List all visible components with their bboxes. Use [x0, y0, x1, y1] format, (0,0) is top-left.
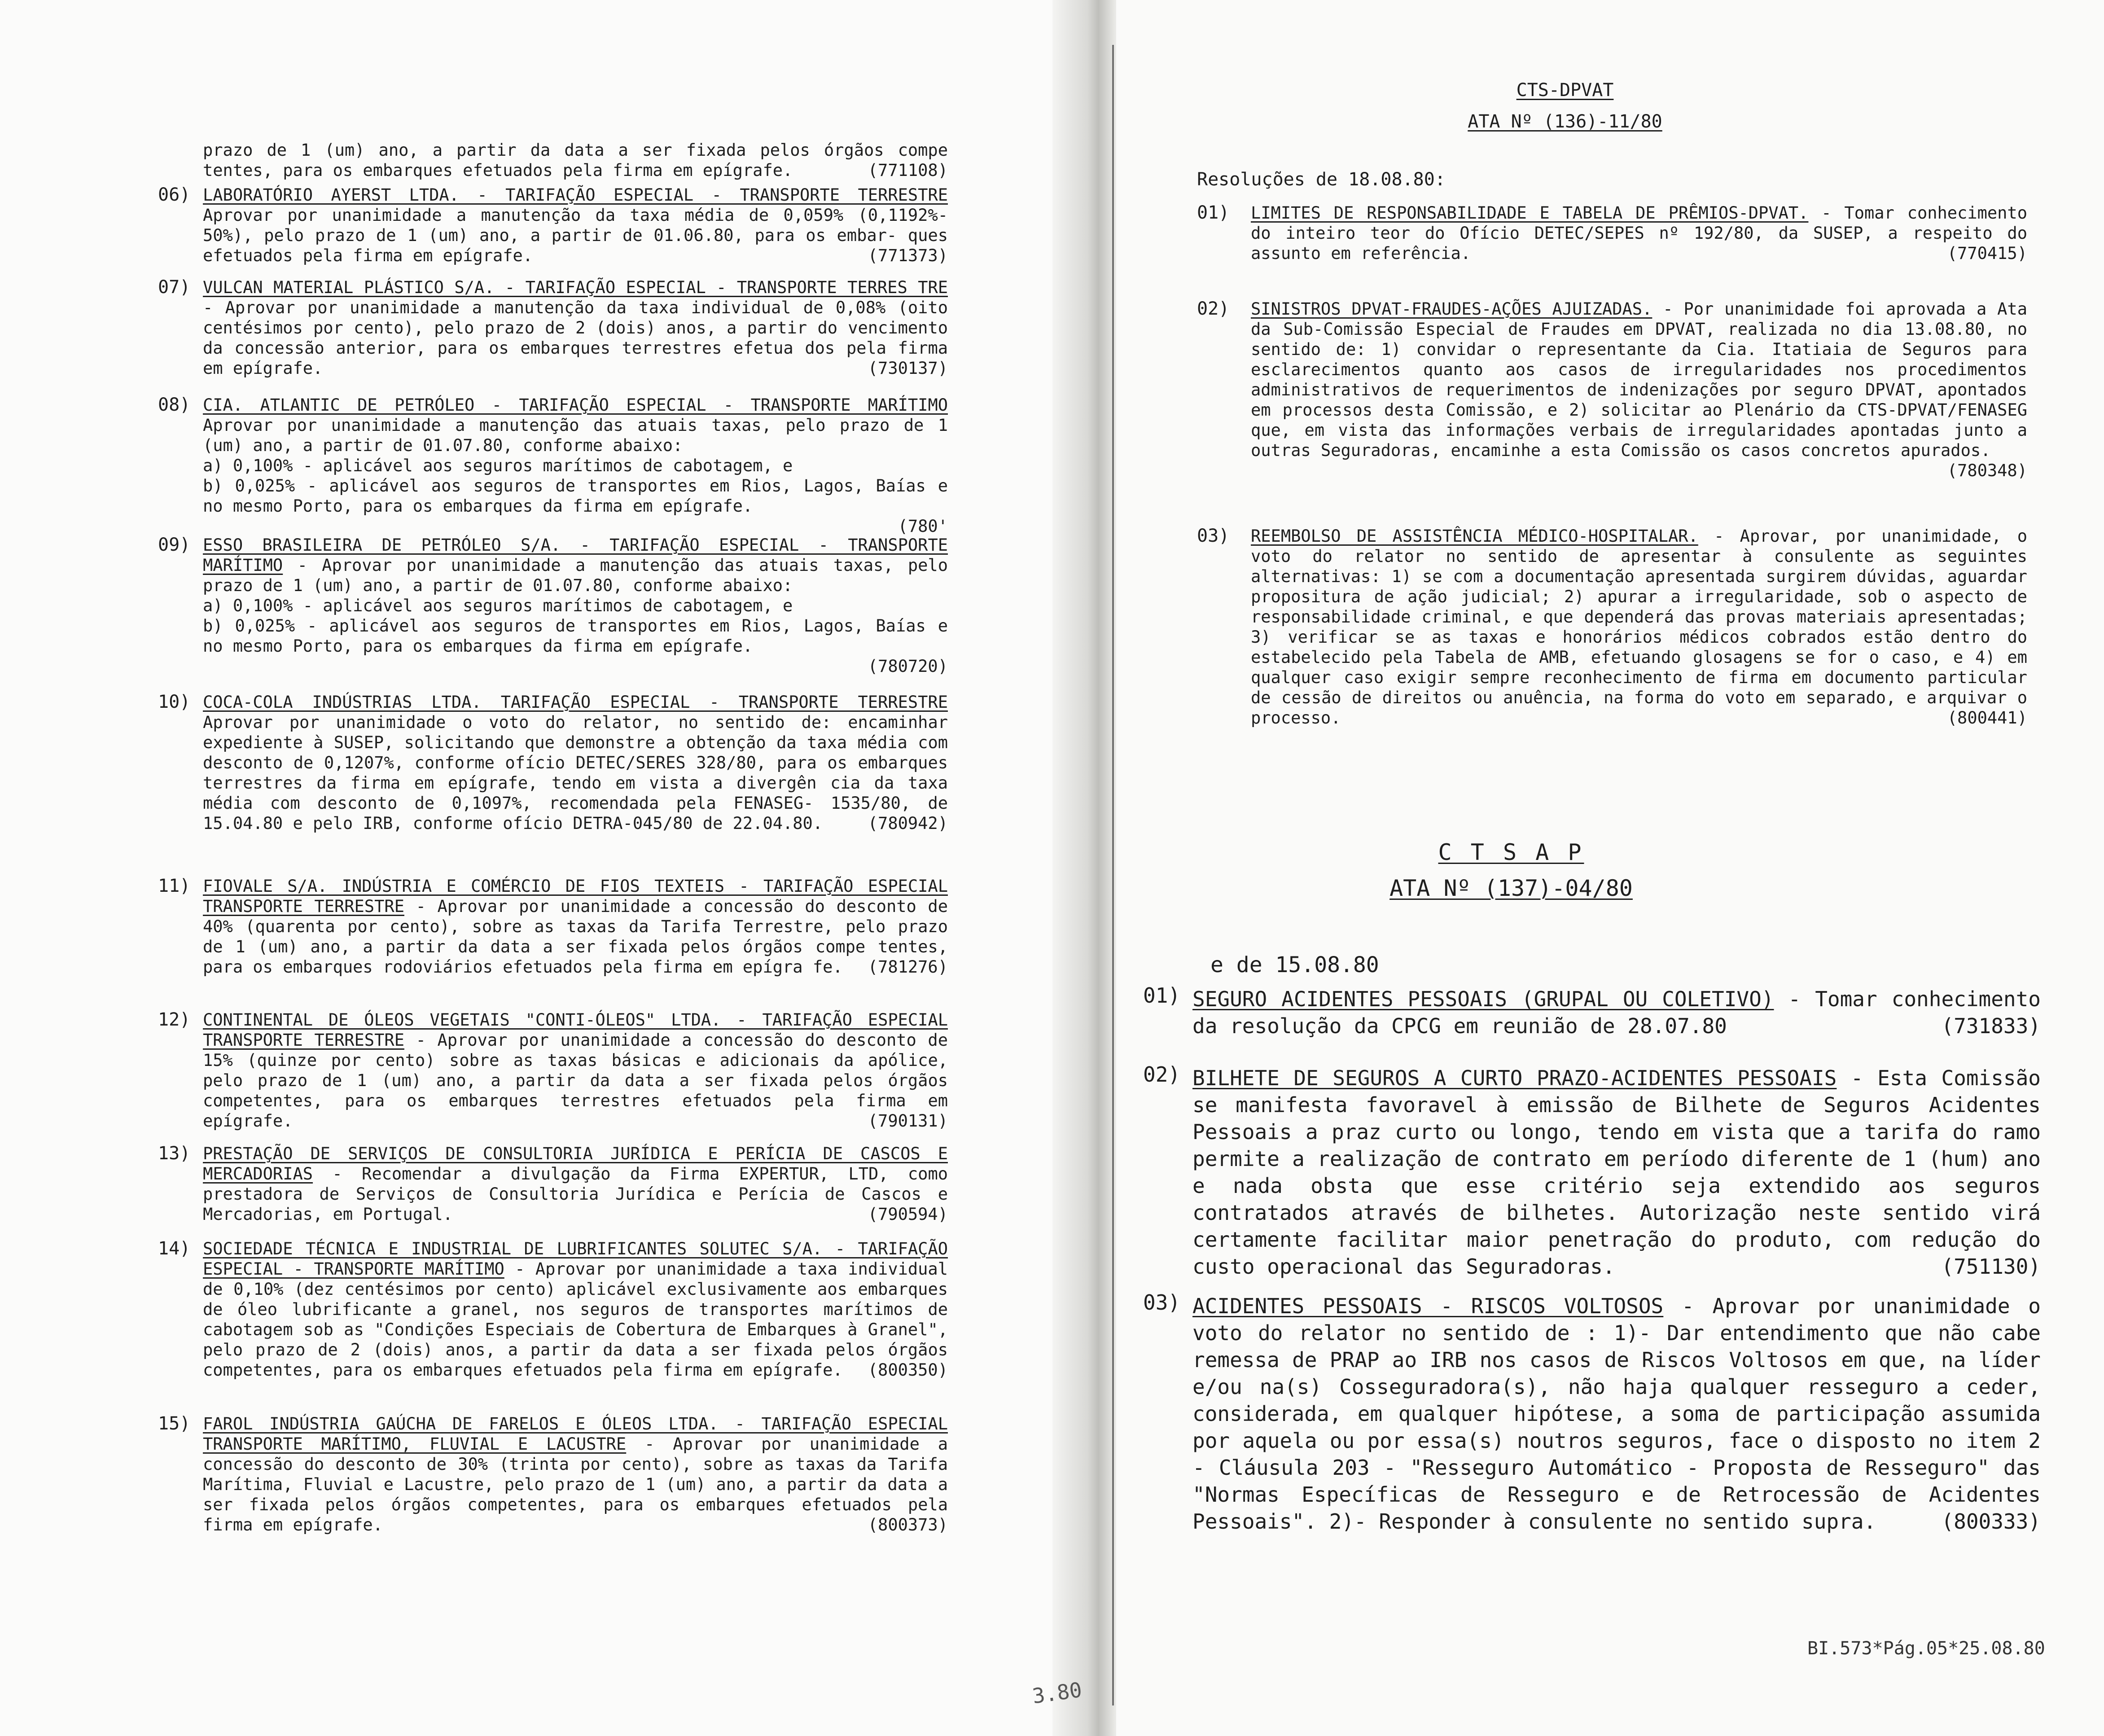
item-body [1251, 299, 2027, 481]
item-number: 01) [1143, 983, 1181, 1008]
item-text: - Tomar conhecimento da resolução da CPCG em reunião de 28.07.80 [1192, 987, 2041, 1038]
book-gutter [1052, 0, 1116, 1736]
item-body [1192, 1293, 2041, 1535]
item-text: - Aprovar por unanimidade a concessão do desconto de 30% (trinta por cento), sobre as taxas da Tarifa Marítima, Fluvial e Lacustre, pelo prazo de 1 (um) ano, a partir da data a ser fixada pelos órgãos competentes, para os embarques efetuados pela firma em epígrafe. [203, 1434, 948, 1534]
item-text: - Aprovar por unanimidade a concessão do desconto de 15% (quinze por cento) sobre as taxas básicas e adicionais da apólice, pelo prazo de 1 (um) ano, a partir da data a ser fixada pelos órgãos competentes, para os embarques terrestres efetuados pela firma em epígrafe. [203, 1030, 948, 1131]
item-body [203, 1239, 948, 1380]
item-body [203, 692, 948, 833]
item-title: VULCAN MATERIAL PLÁSTICO S/A. - TARIFAÇÃO ESPECIAL - TRANSPORTE TERRES TRE [203, 278, 948, 297]
item-ref: (780720) [868, 657, 948, 676]
item-number: 13) [158, 1143, 191, 1164]
item-title: LIMITES DE RESPONSABILIDADE E TABELA DE PRÊMIOS-DPVAT. [1251, 203, 1809, 223]
item-ref: (780942) [868, 814, 948, 833]
item-text: - Tomar conhecimento do inteiro teor do Ofício DETEC/SEPES nº 192/80, da SUSEP, a respeito do assunto em referência. [1251, 203, 2027, 263]
resolutions-date-2: e de 15.08.80 [1210, 952, 1379, 978]
item-text: - Aprovar por unanimidade a manutenção da taxa individual de 0,08% (oito centésimos por cento), pelo prazo de 2 (dois) anos, a partir do vencimento da concessão anterior, para os embarques terrestres efetua dos pela firma em epígrafe. [203, 298, 948, 378]
item-number: 02) [1197, 298, 1230, 319]
item-body [203, 1010, 948, 1131]
item-number: 01) [1197, 202, 1230, 223]
item-ref: (800373) [868, 1515, 948, 1534]
resolutions-date: Resoluções de 18.08.80: [1197, 169, 1446, 190]
header-ata-137: ATA Nº (137)-04/80 [1390, 875, 1633, 901]
item-body [203, 277, 948, 378]
item-number: 06) [158, 184, 191, 205]
item-text: Aprovar por unanimidade a manutenção das atuais taxas, pelo prazo de 1 (um) ano, a partir de 01.07.80, conforme abaixo: [203, 416, 948, 455]
item-number: 12) [158, 1009, 191, 1030]
item-title: FAROL INDÚSTRIA GAÚCHA DE FARELOS E ÓLEOS LTDA. - TARIFAÇÃO ESPECIAL TRANSPORTE MARÍTIMO, FLUVIAL E LACUSTRE [203, 1414, 948, 1454]
intro-paragraph [203, 140, 948, 180]
item-number: 02) [1143, 1062, 1181, 1087]
item-title: BILHETE DE SEGUROS A CURTO PRAZO-ACIDENTES PESSOAIS [1192, 1066, 1837, 1090]
item-number: 10) [158, 692, 191, 712]
item-text: - Aprovar por unanimidade a taxa individual de 0,10% (dez centésimos por cento) aplicável exclusivamente aos embarques de óleo lubrificante a granel, nos seguros de transportes marítimos de cabotagem sob as "Condições Especiais de Cobertura de Embarques à Granel", pelo prazo de 2 (dois) anos, a partir da data a ser fixada pelos órgãos competentes, para os embarques efetuados pela firma em epígrafe. [203, 1259, 948, 1380]
item-ref: (781276) [868, 957, 948, 977]
intro-text: prazo de 1 (um) ano, a partir da data a ser fixada pelos órgãos compe tentes, para os embarques efetuados pela firma em epígrafe. [203, 140, 948, 180]
item-title: CIA. ATLANTIC DE PETRÓLEO - TARIFAÇÃO ESPECIAL - TRANSPORTE MARÍTIMO [203, 395, 948, 415]
item-text: - Aprovar, por unanimidade, o voto do relator no sentido de apresentar à consulente as seguintes alternativas: 1) se com a documentação apresentada surgirem dúvidas, aguardar propositura de ação judicial; 2) apurar a irregularidade, sob o aspecto de responsabilidade criminal, e que dependerá das provas materiais apresentadas; 3) verificar se as taxas e honorários médicos cobrados estão dentro do estabelecido pela Tabela de AMB, efetuando glosagens se for o caso, e 4) em qualquer caso exigir sempre reconhecimento de firma em documento particular de cessão de direitos ou anuência, na forma do voto em separado, e arquivar o processo. [1251, 526, 2027, 728]
item-title: CONTINENTAL DE ÓLEOS VEGETAIS "CONTI-ÓLEOS" LTDA. - TARIFAÇÃO ESPECIAL TRANSPORTE TERRESTRE [203, 1010, 948, 1050]
item-title: LABORATÓRIO AYERST LTDA. - TARIFAÇÃO ESPECIAL - TRANSPORTE TERRESTRE [203, 185, 948, 205]
item-sub-a: a) 0,100% - aplicável aos seguros marítimos de cabotagem, e [203, 596, 793, 615]
item-sub-b: b) 0,025% - aplicável aos seguros de transportes em Rios, Lagos, Baías e no mesmo Porto, para os embarques da firma em epígrafe. [203, 616, 948, 656]
gutter-fold-line [1112, 45, 1114, 1705]
item-body [1192, 1065, 2041, 1280]
item-text: - Aprovar por unanimidade a manutenção das atuais taxas, pelo prazo de 1 (um) ano, a partir de 01.07.80, conforme abaixo: [203, 556, 948, 595]
item-ref: (780348) [1947, 461, 2027, 480]
item-title: COCA-COLA INDÚSTRIAS LTDA. TARIFAÇÃO ESPECIAL - TRANSPORTE TERRESTRE [203, 693, 948, 712]
item-ref: (800350) [868, 1360, 948, 1380]
item-title: SOCIEDADE TÉCNICA E INDUSTRIAL DE LUBRIFICANTES SOLUTEC S/A. - TARIFAÇÃO ESPECIAL - TRANSPORTE MARÍTIMO [203, 1239, 948, 1279]
item-number: 14) [158, 1238, 191, 1259]
gutter-note: 3.80 [1030, 1677, 1083, 1709]
item-ref: (731833) [1941, 1014, 2041, 1038]
item-text: - Aprovar por unanimidade a concessão do desconto de 40% (quarenta por cento), sobre as taxas da Tarifa Terrestre, pelo prazo de 1 (um) ano, a partir da data a ser fixada pelos órgãos compe tentes, para os embarques rodoviários efetuados pela firma em epígra fe. [203, 897, 948, 977]
item-body [1192, 986, 2041, 1039]
intro-ref: (771108) [868, 161, 948, 180]
item-text: - Por unanimidade foi aprovada a Ata da Sub-Comissão Especial de Fraudes em DPVAT, realizada no dia 13.08.80, no sentido de: 1) convidar o representante da Cia. Itatiaia de Seguros para esclarecimentos quanto aos casos de irregularidades nos procedimentos administrativos de requerimentos de indenizações por seguro DPVAT, apontados em processos desta Comissão, e 2) solicitar ao Plenário da CTS-DPVAT/FENASEG que, em vista das informações verbais de irregularidades apontadas junto a outras Seguradoras, encaminhe a esta Comissão os casos concretos apurados. [1251, 299, 2027, 460]
header-ata-136: ATA Nº (136)-11/80 [1468, 111, 1662, 132]
item-number: 03) [1197, 526, 1230, 546]
item-number: 07) [158, 277, 191, 298]
item-ref: (790131) [868, 1111, 948, 1131]
item-title: ESSO BRASILEIRA DE PETRÓLEO S/A. - TARIFAÇÃO ESPECIAL - TRANSPORTE MARÍTIMO [203, 535, 948, 575]
item-number: 08) [158, 395, 191, 415]
header-cts-dpvat: CTS-DPVAT [1516, 80, 1614, 101]
page-footer: BI.573*Pág.05*25.08.80 [1807, 1638, 2045, 1659]
item-ref: (780' [898, 517, 948, 536]
item-ref: (730137) [868, 359, 948, 378]
item-sub-b: b) 0,025% - aplicável aos seguros de transportes em Rios, Lagos, Baías e no mesmo Porto, para os embarques da firma em epígrafe. [203, 476, 948, 516]
item-body [1251, 203, 2027, 263]
item-title: SINISTROS DPVAT-FRAUDES-AÇÕES AJUIZADAS. [1251, 299, 1653, 319]
item-body [1251, 526, 2027, 728]
item-body [203, 876, 948, 977]
item-title: FIOVALE S/A. INDÚSTRIA E COMÉRCIO DE FIOS TEXTEIS - TARIFAÇÃO ESPECIAL TRANSPORTE TERRESTRE [203, 877, 948, 916]
item-title: ACIDENTES PESSOAIS - RISCOS VOLTOSOS [1192, 1294, 1664, 1318]
item-number: 15) [158, 1413, 191, 1434]
item-title: SEGURO ACIDENTES PESSOAIS (GRUPAL OU COLETIVO) [1192, 987, 1774, 1011]
item-text: Aprovar por unanimidade o voto do relator, no sentido de: encaminhar expediente à SUSEP, solicitando que demonstre a obtenção da taxa média com desconto de 0,1207%, conforme ofício DETEC/SERES 328/80, para os embarques terrestres da firma em epígrafe, tendo em vista a divergên cia da taxa média com desconto de 0,1097%, recomendada pela FENASEG- 1535/80, de 15.04.80 e pelo IRB, conforme ofício DETRA-045/80 de 22.04.80. [203, 713, 948, 833]
right-page [1116, 0, 2104, 1736]
item-ref: (790594) [868, 1205, 948, 1224]
item-body [203, 1414, 948, 1535]
item-body [203, 395, 948, 536]
item-ref: (770415) [1947, 244, 2027, 263]
item-ref: (751130) [1941, 1254, 2041, 1279]
item-text: - Esta Comissão se manifesta favoravel à emissão de Bilhete de Seguros Acidentes Pessoais a praz curto ou longo, tendo em vista que a tarifa do ramo permite a realização de contrato em período diferente de 1 (hum) ano e nada obsta que esse critério seja extendido aos seguros contratados através de bilhetes. Autorização neste sentido virá certamente facilitar maior penetração do produto, com redução do custo operacional das Seguradoras. [1192, 1066, 2041, 1279]
item-sub-a: a) 0,100% - aplicável aos seguros marítimos de cabotagem, e [203, 456, 793, 475]
item-title: PRESTAÇÃO DE SERVIÇOS DE CONSULTORIA JURÍDICA E PERÍCIA DE CASCOS E MERCADORIAS [203, 1144, 948, 1184]
header-ctsap: C T S A P [1438, 839, 1584, 865]
item-text: Aprovar por unanimidade a manutenção da taxa média de 0,059% (0,1192%- 50%), pelo prazo de 1 (um) ano, a partir de 01.06.80, para os embar- ques efetuados pela firma em epígrafe. [203, 206, 948, 265]
item-number: 09) [158, 535, 191, 555]
item-text: - Recomendar a divulgação da Firma EXPERTUR, LTD, como prestadora de Serviços de Consultoria Jurídica e Perícia de Cascos e Mercadorias, em Portugal. [203, 1164, 948, 1224]
item-body [203, 185, 948, 266]
item-body [203, 1144, 948, 1224]
item-title: REEMBOLSO DE ASSISTÊNCIA MÉDICO-HOSPITALAR. [1251, 526, 1698, 546]
item-text: - Aprovar por unanimidade o voto do relator no sentido de : 1)- Dar entendimento que não cabe remessa de PRAP ao IRB nos casos de Riscos Voltosos em que, na líder e/ou na(s) Cosseguradora(s), não haja qualquer resseguro a ceder, considerada, em qualquer hipótese, a soma de participação assumida por aquela ou por essa(s) noutros seguros, face o disposto no item 2 - Cláusula 203 - "Resseguro Automático - Proposta de Resseguro" das "Normas Específicas de Resseguro e de Retrocessão de Acidentes Pessoais". 2)- Responder à consulente no sentido supra. [1192, 1294, 2041, 1534]
item-body [203, 535, 948, 676]
item-ref: (800333) [1941, 1509, 2041, 1534]
item-number: 11) [158, 876, 191, 896]
item-ref: (800441) [1947, 708, 2027, 728]
item-number: 03) [1143, 1290, 1181, 1315]
item-ref: (771373) [868, 246, 948, 265]
